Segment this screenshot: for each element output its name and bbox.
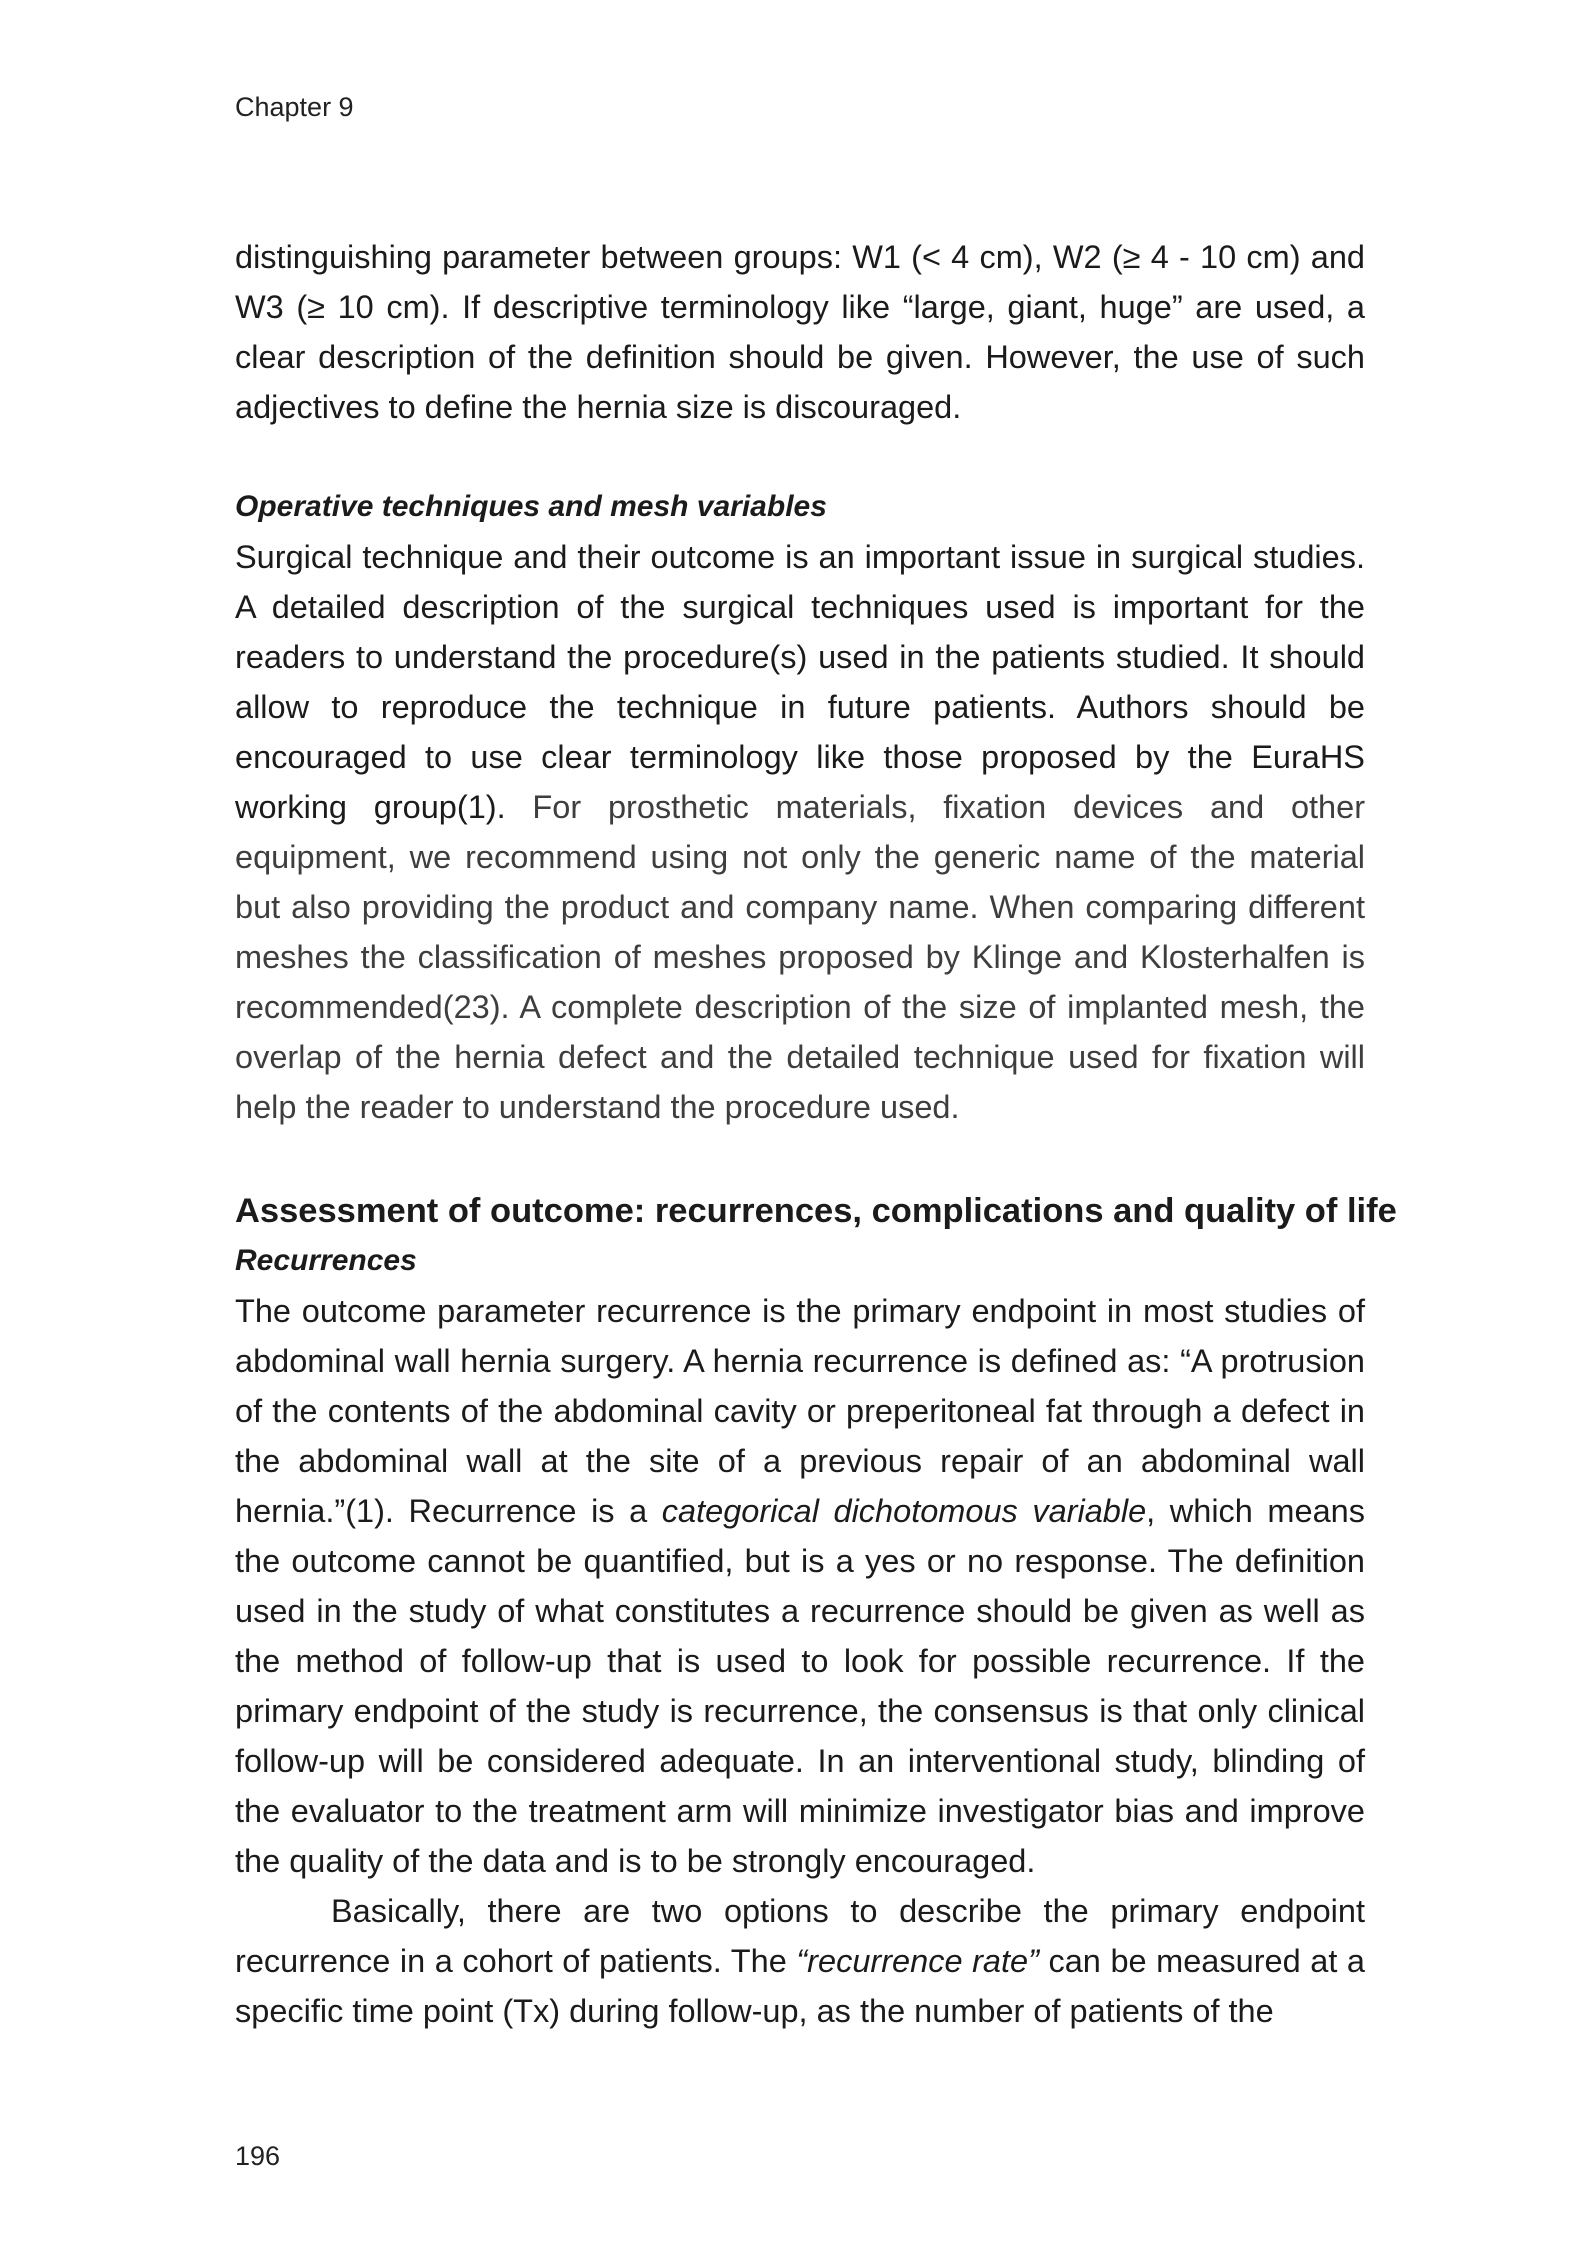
text-recurrence-part1: The outcome parameter recurrence is the primary endpoint in most studies of abdominal wall hernia surgery. A hernia recurrence is defined as: “A protrusion of the contents of the abdominal cavity or preperitoneal fat through a defect in the abdominal wall at the site of a previous repair of an abdominal wall hernia.”(1). Recurrence is a (235, 1293, 1365, 1529)
text-recurrence-italic: categorical dichotomous variable (661, 1493, 1147, 1529)
subheading-recurrences: Recurrences (235, 1244, 417, 1277)
paragraph-recurrence-definition (235, 1286, 1365, 1886)
paragraph-size-classes: distinguishing parameter between groups: W1 (< 4 cm), W2 (≥ 4 - 10 cm) and W3 (≥ 10 cm). If descriptive terminology like “large, giant, huge” are used, a clear description of the definition should be given. However, the use of such adjectives to define the hernia size is discouraged. (235, 239, 1365, 425)
text-surgical-technique: Surgical technique and their outcome is an important issue in surgical studies. A detailed description of the surgical techniques used is important for the readers to understand the procedure(s) used in the patients studied. It should allow to reproduce the technique in future patients. Authors should be encouraged to use clear terminology like those proposed by the EuraHS working group(1). (235, 539, 1365, 825)
text-options-part1: Basically, there are two options to describe the primary endpoint recurrence in a cohort of patients. The (235, 1893, 1365, 1979)
text-recurrence-part2: , which means the outcome cannot be quantified, but is a yes or no response. The definition used in the study of what constitutes a recurrence should be given as well as the method of follow-up that is used to look for possible recurrence. If the primary endpoint of the study is recurrence, the consensus is that only clinical follow-up will be considered adequate. In an interventional study, blinding of the evaluator to the treatment arm will minimize investigator bias and improve the quality of the data and is to be strongly encouraged. (235, 1493, 1365, 1879)
running-head: Chapter 9 (235, 92, 354, 122)
paragraph-recurrence-options (235, 1886, 1365, 2036)
page-number: 196 (235, 2141, 281, 2171)
text-options-italic: “recurrence rate” (796, 1943, 1039, 1979)
subheading-operative-techniques: Operative techniques and mesh variables (235, 490, 827, 523)
page-body (235, 232, 1397, 2036)
section-heading-assessment: Assessment of outcome: recurrences, complications and quality of life (235, 1192, 1397, 1230)
text-mesh-materials: For prosthetic materials, fixation devices and other equipment, we recommend using not only the generic name of the material but also providing the product and company name. When comparing different meshes the classification of meshes proposed by Klinge and Klosterhalfen is recommended(23). A complete description of the size of implanted mesh, the overlap of the hernia defect and the detailed technique used for fixation will help the reader to understand the procedure used. (235, 789, 1366, 1125)
text-options-part2: can be measured at a specific time point (Tx) during follow-up, as the number of patients of the (235, 1943, 1365, 2029)
paragraph-surgical-technique (235, 532, 1365, 1132)
